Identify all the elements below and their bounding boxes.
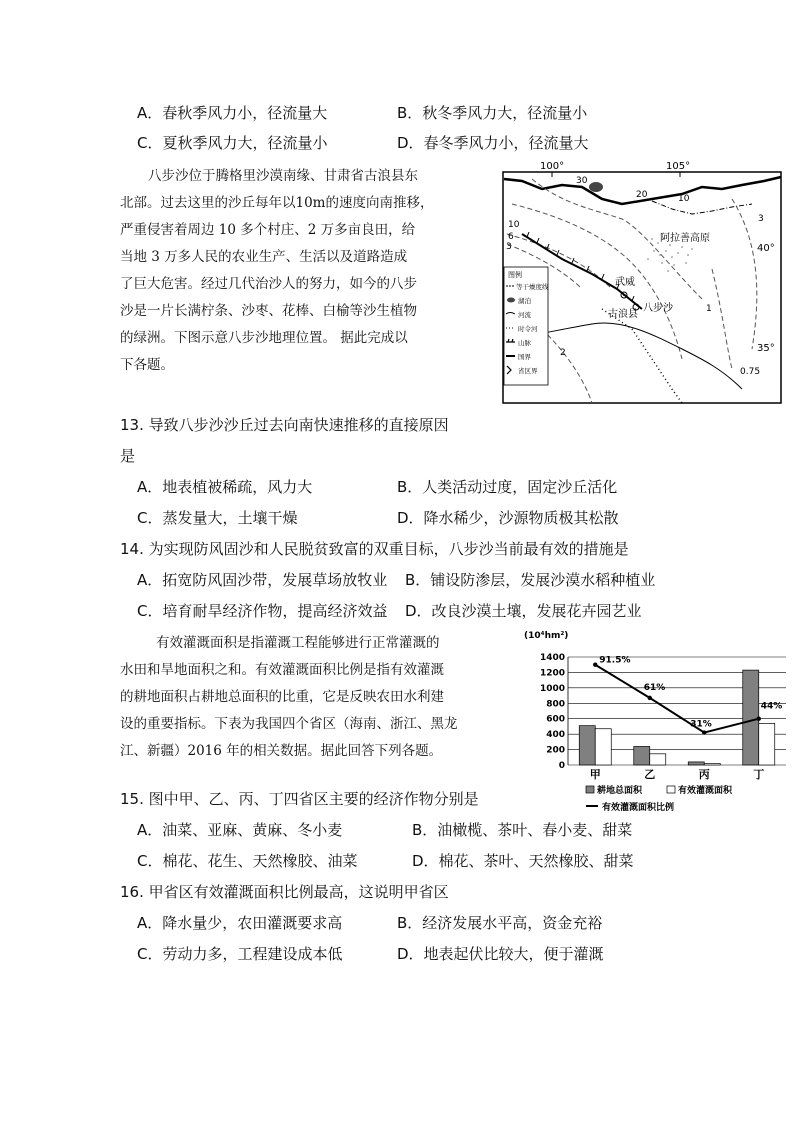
passage-line: 八步沙位于腾格里沙漠南缘、甘肃省古浪县东 [148, 168, 418, 184]
bar-irrigated [704, 763, 720, 765]
latitude-40-label: 40° [757, 243, 775, 254]
ratio-point [593, 663, 597, 667]
passage-line: 下各题。 [120, 357, 174, 373]
passage-babusha [120, 163, 492, 379]
q12-option-a: A．春秋季风力小，径流量大 [137, 104, 328, 122]
y-tick-label: 600 [546, 714, 565, 725]
passage-line: 水田和旱地面积之和。有效灌溉面积比例是指有效灌溉 [120, 662, 444, 678]
passage-line: 北部。过去这里的沙丘每年以10m的速度向南推移， [120, 195, 434, 211]
q12-option-d: D．春冬季风力小，径流量大 [397, 134, 589, 152]
legend-cropland: 耕地总面积 [597, 786, 643, 796]
passage-irrigation [120, 630, 520, 765]
q13-stem: 13. 导致八步沙沙丘过去向南快速推移的直接原因 [120, 416, 449, 434]
latitude-35-label: 35° [757, 343, 775, 354]
q16-option-a: A．降水量少，农田灌溉要求高 [137, 914, 343, 932]
longitude-105-label: 105° [666, 161, 691, 172]
y-tick-label: 400 [546, 730, 565, 741]
ratio-point [648, 696, 652, 700]
ratio-point [757, 717, 761, 721]
ratio-label: 91.5% [599, 655, 631, 666]
q16-option-d: D．地表起伏比较大，便于灌溉 [397, 945, 604, 963]
bar-cropland [634, 746, 650, 765]
site-label: 八步沙 [643, 303, 673, 314]
legend-ratio: 有效灌溉面积比例 [602, 803, 675, 813]
isoline-label: 0.75 [740, 367, 761, 377]
city-label: 武威 [615, 277, 635, 288]
isoline-label: 30 [576, 176, 588, 186]
q14-option-b: B．铺设防渗层，发展沙漠水稻种植业 [405, 571, 656, 589]
isoline-label: 3 [506, 242, 512, 252]
legend-title: 图例 [508, 271, 522, 279]
isoline-label: 6 [508, 232, 514, 242]
q16-option-c: C．劳动力多，工程建设成本低 [137, 945, 343, 963]
q12-option-c: C．夏秋季风力大，径流量小 [137, 134, 328, 152]
legend-item: 等干燥度线 [516, 283, 549, 291]
bar-cropland [688, 762, 704, 765]
q15-stem: 15. 图中甲、乙、丙、丁四省区主要的经济作物分别是 [120, 790, 479, 808]
county-label: 古浪县 [608, 309, 638, 320]
q15-option-b: B．油橄榄、茶叶、春小麦、甜菜 [412, 821, 633, 839]
passage-line: 设的重要指标。下表为我国四个省区（海南、浙江、黑龙 [120, 716, 458, 732]
bar-irrigated [595, 729, 611, 765]
q13-option-c: C．蒸发量大，土壤干燥 [137, 509, 298, 527]
passage-line: 当地 3 万多人民的农业生产、生活以及道路造成 [120, 249, 408, 265]
x-tick-label: 乙 [644, 768, 656, 781]
y-tick-label: 1000 [539, 683, 565, 694]
isoline-label: 1 [706, 304, 712, 314]
legend-item: 省区界 [518, 367, 538, 375]
isoline-label: 10 [508, 220, 520, 230]
q16-stem: 16. 甲省区有效灌溉面积比例最高，这说明甲省区 [120, 883, 449, 901]
passage-line: 有效灌溉面积是指灌溉工程能够进行正常灌溉的 [156, 635, 440, 651]
legend-item: 湖泊 [518, 297, 531, 305]
y-tick-label: 200 [546, 745, 565, 756]
q14-option-d: D．改良沙漠土壤，发展花卉园艺业 [405, 602, 642, 620]
isoline-label: 3 [758, 214, 764, 224]
q14-stem: 14. 为实现防风固沙和人民脱贫致富的双重目标，八步沙当前最有效的措施是 [120, 540, 629, 558]
y-tick-label: 800 [546, 699, 565, 710]
q12-option-b: B．秋冬季风力大，径流量小 [397, 104, 588, 122]
location-map [502, 159, 782, 405]
legend-swatch-irrigated [667, 786, 675, 793]
bar-irrigated [759, 723, 775, 765]
chart-unit-label: (10⁴hm²) [524, 631, 569, 641]
q15-option-d: D．棉花、茶叶、天然橡胶、甜菜 [412, 852, 634, 870]
y-tick-label: 0 [558, 761, 565, 771]
bar-cropland [743, 670, 759, 765]
irrigation-chart [524, 626, 794, 816]
bar-irrigated [650, 754, 666, 765]
q13-stem-cont: 是 [120, 447, 136, 465]
passage-line: 严重侵害着周边 10 多个村庄、2 万多亩良田，给 [120, 222, 416, 238]
lake-icon [589, 182, 603, 192]
ratio-label: 44% [760, 701, 783, 712]
q13-option-b: B．人类活动过度，固定沙丘活化 [397, 478, 618, 496]
q15-option-c: C．棉花、花生、天然橡胶、油菜 [137, 852, 358, 870]
bar-cropland [579, 726, 595, 765]
ratio-point [702, 730, 706, 734]
q13-option-d: D．降水稀少，沙源物质极其松散 [397, 509, 619, 527]
legend-item: 国界 [518, 353, 531, 361]
ratio-line [595, 665, 759, 733]
passage-line: 了巨大危害。经过几代治沙人的努力，如今的八步 [120, 276, 417, 292]
isoline-label: 10 [678, 194, 690, 204]
q13-option-a: A．地表植被稀疏，风力大 [137, 478, 313, 496]
x-tick-label: 丁 [753, 768, 765, 781]
passage-line: 沙是一片长满柠条、沙枣、花棒、白榆等沙生植物 [120, 303, 417, 319]
y-tick-label: 1400 [539, 653, 565, 663]
q14-option-c: C．培育耐旱经济作物，提高经济效益 [137, 602, 388, 620]
ratio-label: 31% [690, 719, 712, 730]
legend-item: 山脉 [518, 339, 531, 347]
longitude-100-label: 100° [540, 161, 565, 172]
map-legend [504, 267, 549, 385]
legend-item: 河流 [518, 311, 531, 319]
legend-irrigated: 有效灌溉面积 [678, 786, 733, 796]
q16-option-b: B．经济发展水平高，资金充裕 [397, 914, 603, 932]
ratio-label: 61% [643, 682, 666, 693]
legend-item: 时令河 [518, 325, 538, 333]
x-tick-label: 甲 [589, 768, 601, 781]
plateau-label: 阿拉善高原 [660, 233, 710, 244]
isoline-label: 20 [636, 190, 648, 200]
passage-line: 的耕地面积占耕地总面积的比重，它是反映农田水利建 [120, 689, 444, 705]
passage-line: 的绿洲。下图示意八步沙地理位置。 据此完成以 [120, 330, 408, 346]
isoline-label: 2 [560, 348, 566, 358]
x-tick-label: 丙 [698, 768, 710, 781]
passage-line: 江、新疆）2016 年的相关数据。据此回答下列各题。 [120, 743, 443, 759]
q15-option-a: A．油菜、亚麻、黄麻、冬小麦 [137, 821, 343, 839]
chart-legend [586, 784, 733, 813]
y-tick-label: 1200 [539, 668, 565, 679]
legend-swatch-cropland [586, 786, 594, 793]
q14-option-a: A．拓宽防风固沙带，发展草场放牧业 [137, 571, 388, 589]
